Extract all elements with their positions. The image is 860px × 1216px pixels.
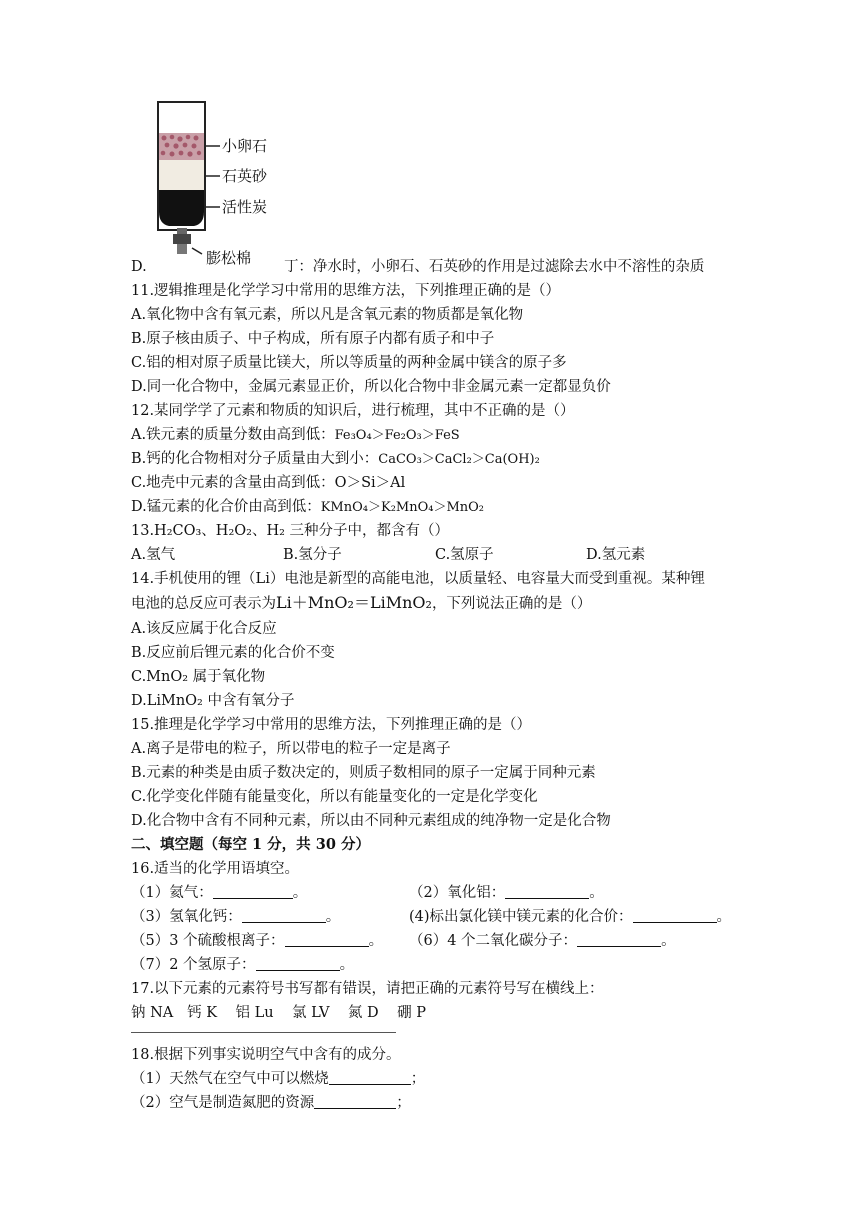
answer-blank-q18-2[interactable] — [314, 1094, 396, 1109]
answer-blank-7[interactable] — [256, 956, 340, 971]
q10-option-d — [131, 258, 704, 276]
q18-item-2-label: （2）空气是制造氮肥的资源 — [131, 1095, 315, 1111]
q16-item-4-end: 。 — [716, 909, 732, 925]
q14-stem-line2 — [131, 594, 591, 613]
q16-item-6 — [409, 932, 676, 950]
q18-item-1-end: ； — [410, 1071, 426, 1087]
q12-stem: 12.某同学学了元素和物质的知识后，进行梳理，其中不正确的是（） — [131, 403, 575, 419]
q16-item-2 — [409, 884, 604, 902]
q12-b-formula: CaCO₃＞CaCl₂＞Ca(OH)₂ — [378, 452, 540, 467]
q16-item-4 — [409, 908, 731, 926]
q10-d-text: 丁：净水时，小卵石、石英砂的作用是过滤除去水中不溶性的杂质 — [283, 259, 705, 275]
label-activated-carbon: 活性炭 — [222, 198, 268, 216]
q18-item-1 — [131, 1070, 425, 1088]
q14-option-b: B.反应前后锂元素的化合价不变 — [131, 645, 335, 661]
section-title: 二、填空题（每空 1 分，共 30 分） — [131, 836, 370, 853]
q13-stem: 13.H₂CO₃、H₂O₂、H₂ 三种分子中，都含有（） — [131, 523, 450, 539]
q12-d-formula: KMnO₄＞K₂MnO₄＞MnO₂ — [320, 500, 485, 515]
q14-stem-line1: 14.手机使用的锂（Li）电池是新型的高能电池，以质量轻、电容量大而受到重视。某种锂 — [131, 571, 705, 587]
q15-option-b: B.元素的种类是由质子数决定的，则质子数相同的原子一定属于同种元素 — [131, 765, 596, 781]
q16-item-1-end: 。 — [292, 885, 308, 901]
q16-item-7 — [131, 956, 354, 974]
q16-item-3 — [131, 908, 340, 926]
q16-item-5-end: 。 — [368, 933, 384, 949]
q17-element-list: 钠 NA 钙 K 铝 Lu 氯 LV 氮 D 硼 P — [131, 1005, 426, 1021]
q16-stem: 16.适当的化学用语填空。 — [131, 861, 300, 877]
q12-a-text: A.铁元素的质量分数由高到低： — [131, 427, 335, 443]
q12-b-text: B.钙的化合物相对分子质量由大到小： — [131, 451, 379, 467]
label-quartz-sand: 石英砂 — [222, 167, 268, 185]
q15-option-d: D.化合物中含有不同种元素，所以由不同种元素组成的纯净物一定是化合物 — [131, 813, 611, 829]
q12-option-c: C.地壳中元素的含量由高到低：O＞Si＞Al — [131, 475, 406, 491]
q12-d-text: D.锰元素的化合价由高到低： — [131, 499, 321, 515]
q18-stem: 18.根据下列事实说明空气中含有的成分。 — [131, 1047, 401, 1063]
q16-item-2-label: （2）氧化铝： — [409, 885, 506, 901]
q15-stem: 15.推理是化学学习中常用的思维方法，下列推理正确的是（） — [131, 717, 532, 733]
answer-blank-2[interactable] — [505, 884, 589, 899]
q11-option-c: C.铝的相对原子质量比镁大，所以等质量的两种金属中镁含的原子多 — [131, 355, 567, 371]
q11-option-b: B.原子核由质子、中子构成，所有原子内都有质子和中子 — [131, 331, 495, 347]
answer-blank-4[interactable] — [633, 908, 717, 923]
q18-item-1-label: （1）天然气在空气中可以燃烧 — [131, 1071, 329, 1087]
q16-item-6-label: （6）4 个二氧化碳分子： — [409, 933, 578, 949]
q16-item-2-end: 。 — [589, 885, 604, 901]
q13-option-c: C.氢原子 — [435, 547, 494, 563]
q10-d-prefix: D. — [131, 259, 147, 275]
q16-item-7-end: 。 — [339, 957, 355, 973]
q14-option-a: A.该反应属于化合反应 — [131, 621, 277, 637]
q16-item-3-end: 。 — [325, 909, 341, 925]
q14-stem2-post: ，下列说法正确的是（） — [431, 596, 592, 612]
q18-item-2 — [131, 1094, 411, 1112]
q17-answer-line[interactable] — [131, 1032, 396, 1033]
q17-stem: 17.以下元素的元素符号书写都有错误，请把正确的元素符号写在横线上： — [131, 981, 604, 997]
q16-item-7-label: （7）2 个氢原子： — [131, 957, 256, 973]
q14-stem2-text: 电池的总反应可表示为 — [131, 596, 276, 612]
label-pebbles: 小卵石 — [222, 137, 268, 155]
q16-item-5-label: （5）3 个硫酸根离子： — [131, 933, 285, 949]
answer-blank-5[interactable] — [285, 932, 369, 947]
q13-option-a: A.氢气 — [131, 547, 176, 563]
q12-option-a — [131, 426, 460, 445]
q11-option-a: A.氧化物中含有氧元素，所以凡是含氧元素的物质都是氧化物 — [131, 307, 524, 323]
q11-stem: 11.逻辑推理是化学学习中常用的思维方法，下列推理正确的是（） — [131, 283, 561, 299]
q18-item-2-end: ； — [396, 1095, 411, 1111]
carbon-layer — [159, 190, 204, 226]
q11-option-d: D.同一化合物中，金属元素显正价，所以化合物中非金属元素一定都显负价 — [131, 379, 611, 395]
answer-blank-6[interactable] — [577, 932, 661, 947]
water-filter-diagram — [150, 100, 285, 270]
label-cotton: 膨松棉 — [206, 249, 252, 267]
q15-option-a: A.离子是带电的粒子，所以带电的粒子一定是离子 — [131, 741, 451, 757]
q13-option-b: B.氢分子 — [283, 547, 342, 563]
q15-option-c: C.化学变化伴随有能量变化，所以有能量变化的一定是化学变化 — [131, 789, 538, 805]
q16-item-1 — [131, 884, 307, 902]
q16-item-6-end: 。 — [661, 933, 676, 949]
q12-option-b — [131, 450, 540, 469]
q14-option-d: D.LiMnO₂ 中含有氧分子 — [131, 693, 295, 709]
answer-blank-3[interactable] — [242, 908, 326, 923]
q14-option-c: C.MnO₂ 属于氧化物 — [131, 669, 266, 685]
q16-item-3-label: （3）氢氧化钙： — [131, 909, 242, 925]
q12-a-formula: Fe₃O₄＞Fe₂O₃＞FeS — [334, 428, 460, 443]
q16-item-5 — [131, 932, 383, 950]
q14-formula: Li＋MnO₂＝LiMnO₂ — [276, 593, 432, 612]
q13-option-d: D.氢元素 — [586, 547, 646, 563]
q16-item-4-label: (4)标出氯化镁中镁元素的化合价： — [409, 909, 633, 925]
answer-blank-q18-1[interactable] — [329, 1070, 411, 1085]
answer-blank-1[interactable] — [213, 884, 293, 899]
q12-option-d — [131, 498, 484, 517]
sand-layer — [159, 160, 204, 190]
q16-item-1-label: （1）氦气： — [131, 885, 213, 901]
